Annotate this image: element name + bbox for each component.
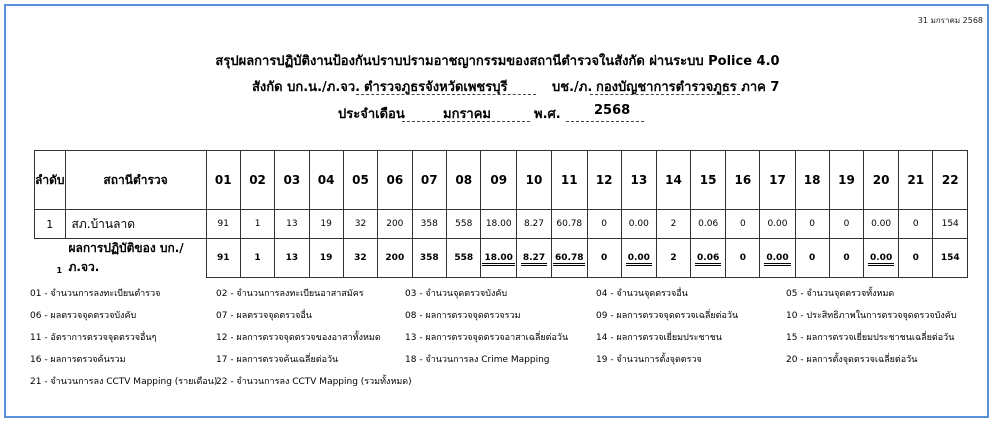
- header-col-03: 03: [275, 151, 309, 210]
- affiliation-label: สังกัด บก.น./ภ.จว.: [252, 80, 361, 95]
- affiliation-value: ตำรวจภูธรจังหวัดเพชรบุรี: [364, 80, 508, 95]
- legend-item: 06 - ผลตรวจจุดตรวจบังคับ: [30, 311, 137, 321]
- header-col-05: 05: [343, 151, 377, 210]
- summary-value: 18.00: [481, 239, 517, 278]
- header-col-22: 22: [933, 151, 968, 210]
- table-header-row: [35, 151, 968, 210]
- row-value: 0: [795, 210, 829, 239]
- legend-item: 10 - ประสิทธิภาพในการตรวจจุดตรวจบังคับ: [786, 311, 957, 321]
- row-value: 154: [933, 210, 968, 239]
- legend-item: 05 - จำนวนจุดตรวจทั้งหมด: [786, 289, 895, 299]
- summary-value: 32: [343, 239, 377, 278]
- header-col-10: 10: [516, 151, 551, 210]
- summary-value: 60.78: [552, 239, 588, 278]
- legend-item: 11 - อัตราการตรวจจุดตรวจอื่นๆ: [30, 333, 157, 343]
- summary-label: ผลการปฏิบัติของ บก./ภ.จว.: [68, 241, 184, 274]
- legend-item: 01 - จำนวนการลงทะเบียนตำรวจ: [30, 289, 161, 299]
- row-no: 1: [35, 210, 66, 239]
- summary-value: 0.00: [760, 239, 795, 278]
- summary-row: [35, 239, 968, 278]
- header-col-02: 02: [240, 151, 274, 210]
- header-col-06: 06: [378, 151, 412, 210]
- legend-item: 14 - ผลการตรวจเยี่ยมประชาชน: [596, 333, 722, 343]
- summary-value: 0: [899, 239, 933, 278]
- command-label: บช./ภ.: [552, 80, 593, 95]
- row-value: 0.00: [760, 210, 795, 239]
- row-value: 0: [899, 210, 933, 239]
- summary-value: 0: [795, 239, 829, 278]
- summary-value: 200: [378, 239, 412, 278]
- header-no: ลำดับ: [35, 151, 66, 210]
- legend-item: 04 - จำนวนจุดตรวจอื่น: [596, 289, 688, 299]
- legend-item: 02 - จำนวนการลงทะเบียนอาสาสมัคร: [216, 289, 364, 299]
- row-value: 32: [343, 210, 377, 239]
- year-label: พ.ศ.: [534, 107, 561, 122]
- report-date: 31 มกราคม 2568: [917, 16, 983, 25]
- summary-value: 0: [587, 239, 621, 278]
- month-label: ประจำเดือน: [338, 107, 405, 122]
- report-title: สรุปผลการปฏิบัติงานป้องกันปราบปรามอาชญากรรมของสถานีตำรวจในสังกัด ผ่านระบบ Police 4.0: [215, 54, 780, 69]
- header-col-12: 12: [587, 151, 621, 210]
- summary-value: 0.06: [691, 239, 726, 278]
- performance-table: [34, 150, 968, 278]
- row-value: 8.27: [516, 210, 551, 239]
- row-value: 0.06: [691, 210, 726, 239]
- legend-item: 12 - ผลการตรวจจุดตรวจของอาสาทั้งหมด: [216, 333, 381, 343]
- header-col-18: 18: [795, 151, 829, 210]
- row-value: 1: [240, 210, 274, 239]
- row-value: 19: [309, 210, 343, 239]
- row-value: 0: [829, 210, 863, 239]
- header-col-09: 09: [481, 151, 517, 210]
- summary-value: 358: [412, 239, 446, 278]
- row-value: 13: [275, 210, 309, 239]
- header-col-11: 11: [552, 151, 588, 210]
- summary-value: 154: [933, 239, 968, 278]
- row-value: 2: [656, 210, 690, 239]
- legend-item: 21 - จำนวนการลง CCTV Mapping (รายเดือน): [30, 377, 218, 387]
- summary-label-cell: [35, 239, 207, 278]
- header-col-17: 17: [760, 151, 795, 210]
- row-value: 18.00: [481, 210, 517, 239]
- legend-item: 09 - ผลการตรวจจุดตรวจเฉลี่ยต่อวัน: [596, 311, 739, 321]
- month-underline: [402, 121, 530, 122]
- header-col-20: 20: [864, 151, 899, 210]
- row-value: 558: [447, 210, 481, 239]
- row-value: 60.78: [552, 210, 588, 239]
- header-col-19: 19: [829, 151, 863, 210]
- row-value: 91: [206, 210, 240, 239]
- legend-item: 15 - ผลการตรวจเยี่ยมประชาชนเฉลี่ยต่อวัน: [786, 333, 955, 343]
- header-col-15: 15: [691, 151, 726, 210]
- legend-item: 20 - ผลการตั้งจุดตรวจเฉลี่ยต่อวัน: [786, 355, 918, 365]
- summary-value: 0: [726, 239, 760, 278]
- legend-item: 19 - จำนวนการตั้งจุดตรวจ: [596, 355, 702, 365]
- summary-value: 2: [656, 239, 690, 278]
- year-value: 2568: [594, 103, 631, 118]
- year-underline: [566, 121, 644, 122]
- header-col-16: 16: [726, 151, 760, 210]
- summary-value: 0.00: [621, 239, 656, 278]
- row-value: 0.00: [621, 210, 656, 239]
- header-station: สถานีตำรวจ: [65, 151, 206, 210]
- row-value: 358: [412, 210, 446, 239]
- month-value: มกราคม: [443, 107, 491, 122]
- summary-value: 19: [309, 239, 343, 278]
- row-value: 200: [378, 210, 412, 239]
- command-underline: [590, 94, 740, 95]
- legend-item: 13 - ผลการตรวจจุดตรวจอาสาเฉลี่ยต่อวัน: [405, 333, 569, 343]
- command-value: กองบัญชาการตำรวจภูธร ภาค 7: [596, 80, 780, 95]
- summary-value: 13: [275, 239, 309, 278]
- legend-item: 08 - ผลการตรวจจุดตรวจรวม: [405, 311, 521, 321]
- legend-item: 07 - ผลตรวจจุดตรวจอื่น: [216, 311, 312, 321]
- header-col-04: 04: [309, 151, 343, 210]
- header-col-13: 13: [621, 151, 656, 210]
- summary-value: 0: [829, 239, 863, 278]
- header-col-21: 21: [899, 151, 933, 210]
- row-station: สภ.บ้านลาด: [65, 210, 206, 239]
- table-row: [35, 210, 968, 239]
- summary-value: 1: [240, 239, 274, 278]
- row-value: 0.00: [864, 210, 899, 239]
- summary-no: 1: [56, 266, 63, 275]
- legend-item: 16 - ผลการตรวจค้นรวม: [30, 355, 126, 365]
- legend-item: 03 - จำนวนจุดตรวจบังคับ: [405, 289, 508, 299]
- header-col-08: 08: [447, 151, 481, 210]
- legend-item: 18 - จำนวนการลง Crime Mapping: [405, 355, 550, 365]
- row-value: 0: [587, 210, 621, 239]
- legend-item: 22 - จำนวนการลง CCTV Mapping (รวมทั้งหมด): [216, 377, 412, 387]
- summary-value: 558: [447, 239, 481, 278]
- header-col-14: 14: [656, 151, 690, 210]
- affiliation-underline: [356, 94, 536, 95]
- legend-item: 17 - ผลการตรวจค้นเฉลี่ยต่อวัน: [216, 355, 339, 365]
- summary-value: 8.27: [516, 239, 551, 278]
- summary-value: 0.00: [864, 239, 899, 278]
- summary-value: 91: [206, 239, 240, 278]
- header-col-07: 07: [412, 151, 446, 210]
- header-col-01: 01: [206, 151, 240, 210]
- row-value: 0: [726, 210, 760, 239]
